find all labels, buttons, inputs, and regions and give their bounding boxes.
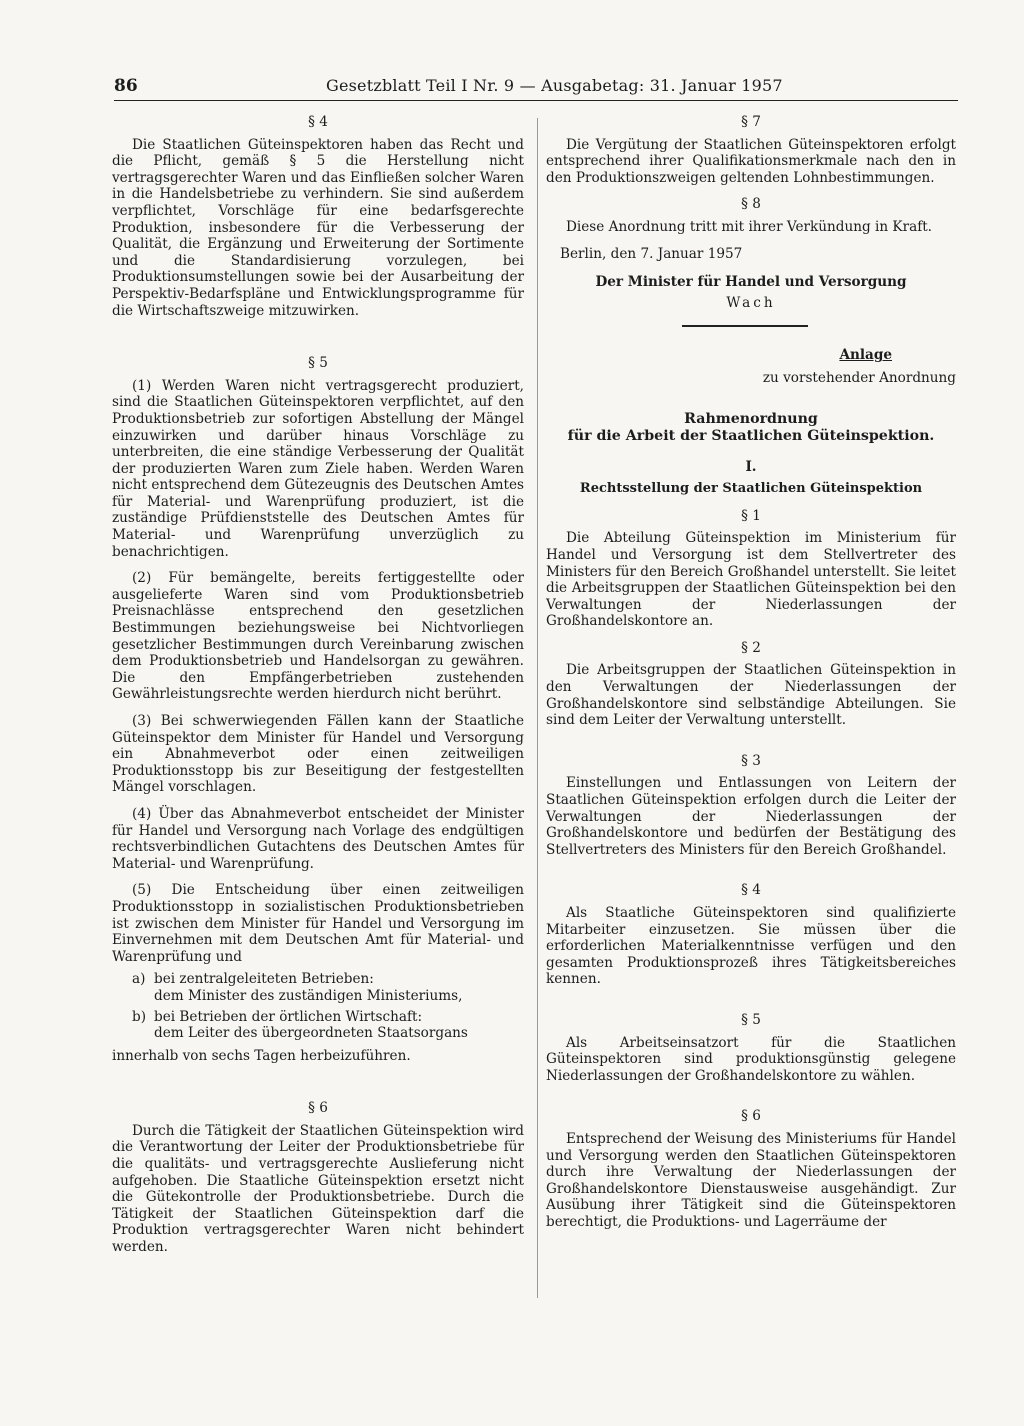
paragraph: (5) Die Entscheidung über einen zeitweiligen Produktionsstopp in sozialistischen Produktionsbetrieben ist zwischen dem Minister für Handel und Versorgung im Einvernehmen mit dem Deutschen Amt für Material- und Warenprüfung und (112, 882, 524, 965)
document-title-line: für die Arbeit der Staatlichen Güteinspektion. (567, 427, 935, 444)
section-heading: § 5 (308, 355, 328, 372)
list-item (132, 971, 524, 1004)
section-heading: § 3 (741, 752, 761, 769)
section-heading: § 2 (741, 639, 761, 656)
paragraph: Als Arbeitseinsatzort für die Staatlichen Güteinspektoren sind produktionsgünstig gelegene Niederlassungen der Großhandelskontore zu wählen. (546, 1034, 956, 1084)
list-text: bei Betrieben der örtlichen Wirtschaft: (154, 1008, 423, 1025)
document-title-line: Rahmenordnung (684, 410, 818, 427)
paragraph: innerhalb von sechs Tagen herbeizuführen. (112, 1047, 411, 1064)
section-heading: § 1 (741, 507, 761, 524)
chapter-title: Rechtsstellung der Staatlichen Güteinspektion (579, 481, 923, 497)
gazette-title: Gesetzblatt Teil I Nr. 9 — Ausgabetag: 31. Januar 1957 (326, 76, 783, 95)
annex-label: Anlage (839, 347, 892, 364)
left-column (112, 114, 524, 1266)
section-heading: § 4 (741, 882, 761, 899)
page-header (114, 76, 958, 101)
paragraph: Einstellungen und Entlassungen von Leitern der Staatlichen Güteinspektion erfolgen durch die Leiter der Verwaltungen der Niederlassungen der Großhandelskontore und bedürfen der Bestätigung des Stellvertreters des Ministers für den Bereich Großhandel. (546, 775, 956, 858)
section-heading: § 5 (741, 1011, 761, 1028)
section-heading: § 6 (741, 1108, 761, 1125)
list-text: bei zentralgeleiteten Betrieben: (154, 971, 374, 988)
section-heading: § 8 (741, 196, 761, 213)
column-divider (537, 118, 538, 1298)
list-text: dem Leiter des übergeordneten Staatsorgans (154, 1025, 468, 1042)
chapter-number: I. (745, 458, 757, 475)
paragraph: (3) Bei schwerwiegenden Fällen kann der Staatliche Güteinspektor dem Minister für Handel und Versorgung ein Abnahmeverbot oder einen zeitweiligen Produktionsstopp bis zur Beseitigung der festgestellten Mängel vorschlagen. (112, 713, 524, 796)
place-date: Berlin, den 7. Januar 1957 (560, 245, 743, 262)
paragraph: Entsprechend der Weisung des Ministeriums für Handel und Versorgung werden den Staatlichen Güteinspektoren durch ihre Verwaltung der Niederlassungen der Großhandelskontore Dienstausweise ausgehändigt. Zur Ausübung ihrer Tätigkeit sind die Güteinspektoren berechtigt, die Produktions- und Lagerräume der (546, 1130, 956, 1230)
list-text: dem Minister des zuständigen Ministeriums, (154, 987, 463, 1004)
paragraph: (4) Über das Abnahmeverbot entscheidet der Minister für Handel und Versorgung nach Vorlage des endgültigen rechtsverbindlichen Gutachtens des Deutschen Amtes für Material- und Warenprüfung. (112, 805, 524, 872)
signatory-name: Wach (726, 294, 776, 311)
paragraph: Als Staatliche Güteinspektoren sind qualifizierte Mitarbeiter einzusetzen. Sie müssen über die erforderlichen Materialkenntnisse verfügen und den gesamten Produktionsprozeß ihres Tätigkeitsbereiches kennen. (546, 905, 956, 988)
annex-subtitle: zu vorstehender Anordnung (762, 369, 956, 386)
paragraph: Diese Anordnung tritt mit ihrer Verkündung in Kraft. (566, 218, 933, 235)
paragraph: (2) Für bemängelte, bereits fertiggestellte oder ausgelieferte Waren sind vom Produktionsbetrieb Preisnachlässe entsprechend den gesetzlichen Bestimmungen beziehungsweise bei Nichtvorliegen gesetzlicher Bestimmungen durch Vereinbarung zwischen dem Produktionsbetrieb und Handelsorgan zu gewähren. Die den Empfängerbetrieben zustehenden Gewährleistungsrechte werden hierdurch nicht berührt. (112, 570, 524, 703)
paragraph: Die Arbeitsgruppen der Staatlichen Güteinspektion in den Verwaltungen der Niederlassungen der Großhandelskontore sind selbständige Abteilungen. Sie sind dem Leiter der Verwaltung unterstellt. (546, 662, 956, 729)
list-item (132, 1009, 524, 1042)
paragraph: Die Staatlichen Güteinspektoren haben das Recht und die Pflicht, gemäß § 5 die Herstellung nicht vertragsgerechter Waren und das Einfließen solcher Waren in die Handelsbetriebe zu verhindern. Sie sind außerdem verpflichtet, Vorschläge für eine bedarfsgerechte Produktion, insbesondere für die Verbesserung der Qualität, die Ergänzung und Erweiterung der Sortimente und die Standardisierung vorzulegen, bei Produktionsumstellungen sowie bei der Ausarbeitung der Perspektiv-Bedarfspläne und Entwicklungsprogramme für die Wirtschaftszweige mitzuwirken. (112, 136, 524, 319)
list-label: a) (132, 971, 146, 988)
section-heading: § 6 (308, 1100, 328, 1117)
paragraph: Durch die Tätigkeit der Staatlichen Güteinspektion wird die Verantwortung der Leiter der Produktionsbetriebe für die qualitäts- und vertragsgerechte Auslieferung nicht aufgehoben. Die Staatliche Güteinspektion ersetzt nicht die Gütekontrolle der Produktionsbetriebe. Durch die Tätigkeit der Staatlichen Güteinspektion darf die Produktion vertragsgerechter Waren nicht behindert werden. (112, 1122, 524, 1256)
signatory-title: Der Minister für Handel und Versorgung (595, 274, 907, 291)
section-heading: § 4 (308, 114, 328, 130)
section-heading: § 7 (741, 114, 761, 130)
right-column (546, 114, 956, 1241)
document-title (546, 411, 956, 445)
paragraph: Die Vergütung der Staatlichen Güteinspektoren erfolgt entsprechend ihrer Qualifikationsmerkmale nach den in den Produktionszweigen geltenden Lohnbestimmungen. (546, 136, 956, 186)
divider-rule (682, 325, 808, 327)
list-label: b) (132, 1008, 147, 1025)
page-number: 86 (114, 76, 138, 96)
paragraph: Die Abteilung Güteinspektion im Ministerium für Handel und Versorgung ist dem Stellvertreter des Ministers für den Bereich Großhandel unterstellt. Sie leitet die Arbeitsgruppen der Staatlichen Güteinspektion bei den Verwaltungen der Niederlassungen der Großhandelskontore an. (546, 530, 956, 630)
paragraph: (1) Werden Waren nicht vertragsgerecht produziert, sind die Staatlichen Güteinspektoren verpflichtet, auf den Produktionsbetrieb zur sofortigen Abstellung der Mängel einzuwirken und darüber hinaus Vorschläge zu unterbreiten, die eine ständige Verbesserung der Qualität der produzierten Waren zum Ziele haben. Werden Waren nicht entsprechend dem Gütezeugnis des Deutschen Amtes für Material- und Warenprüfung produziert, ist die zuständige Prüfdienststelle des Deutschen Amtes für Material- und Warenprüfung unverzüglich zu benachrichtigen. (112, 377, 524, 560)
